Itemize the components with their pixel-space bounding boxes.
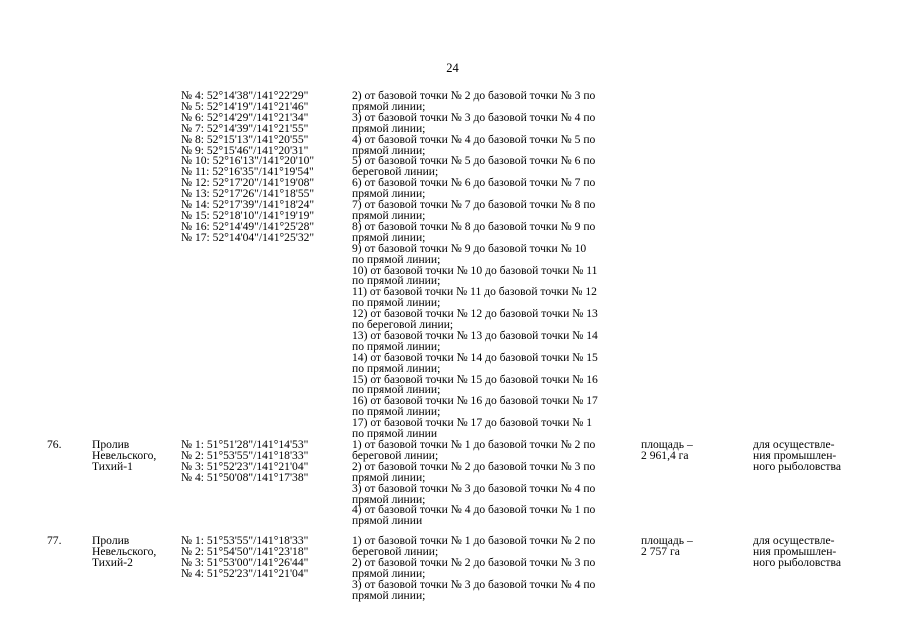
text-line: прямой линии; xyxy=(352,99,426,113)
text-line: 16) от базовой точки № 16 до базовой точки № 17 xyxy=(352,394,598,408)
base-points-cell xyxy=(181,536,308,580)
text-line: 17) от базовой точки № 17 до базовой точки № 1 xyxy=(352,416,593,430)
text-line: по прямой линии; xyxy=(352,383,441,397)
text-line: береговой линии; xyxy=(352,448,439,462)
text-line: № 12: 52°17'20"/141°19'08" xyxy=(181,176,315,190)
boundary-description-cell xyxy=(352,440,634,527)
text-line: 3) от базовой точки № 3 до базовой точки № 4 по xyxy=(352,110,596,124)
text-line: ного рыболовства xyxy=(753,555,841,569)
text-line: прямой линии; xyxy=(352,492,426,506)
boundary-description-cell xyxy=(352,536,634,601)
purpose-cell xyxy=(753,440,841,473)
text-line: прямой линии; xyxy=(352,470,426,484)
text-line: прямой линии; xyxy=(352,121,426,135)
text-line: № 1: 51°53'55"/141°18'33" xyxy=(181,534,309,547)
text-line: № 9: 52°15'46"/141°20'31" xyxy=(181,143,309,157)
text-line: по прямой линии; xyxy=(352,339,441,353)
base-points-cell xyxy=(181,440,308,484)
text-line: № 3: 51°53'00"/141°26'44" xyxy=(181,555,309,569)
text-line: прямой линии; xyxy=(352,187,426,201)
area-cell xyxy=(641,536,693,558)
text-line: 5) от базовой точки № 5 до базовой точки № 6 по xyxy=(352,154,596,168)
text-line: площадь – xyxy=(641,534,693,547)
text-line: 4) от базовой точки № 4 до базовой точки № 5 по xyxy=(352,132,596,146)
text-line: прямой линии; xyxy=(352,566,426,580)
boundary-description-cell xyxy=(352,91,634,440)
text-line: № 4: 51°52'23"/141°21'04" xyxy=(181,566,309,580)
text-line: № 4: 52°14'38"/141°22'29" xyxy=(181,89,309,102)
text-line: прямой линии; xyxy=(352,208,426,222)
purpose-cell xyxy=(753,536,841,569)
text-line: прямой линии xyxy=(352,514,423,528)
text-line: № 8: 52°15'13"/141°20'55" xyxy=(181,132,309,146)
text-line: для осуществле- xyxy=(753,534,835,547)
text-line: № 15: 52°18'10"/141°19'19" xyxy=(181,208,315,222)
text-line: площадь – xyxy=(641,438,693,451)
text-line: № 13: 52°17'26"/141°18'55" xyxy=(181,187,315,201)
text-line: № 5: 52°14'19"/141°21'46" xyxy=(181,99,309,113)
row-number-cell xyxy=(47,536,62,547)
text-line: 10) от базовой точки № 10 до базовой точки № 11 xyxy=(352,263,598,277)
text-line: по прямой линии xyxy=(352,427,438,441)
text-line: 1) от базовой точки № 1 до базовой точки № 2 по xyxy=(352,534,596,547)
text-line: по прямой линии; xyxy=(352,274,441,288)
text-line: № 3: 51°52'23"/141°21'04" xyxy=(181,459,309,473)
text-line: по береговой линии; xyxy=(352,318,454,332)
text-line: № 17: 52°14'04"/141°25'32" xyxy=(181,230,315,244)
text-line: 3) от базовой точки № 3 до базовой точки № 4 по xyxy=(352,577,596,591)
text-line: 12) от базовой точки № 12 до базовой точки № 13 xyxy=(352,307,598,321)
text-line: № 2: 51°53'55"/141°18'33" xyxy=(181,448,309,462)
text-line: Тихий-2 xyxy=(92,555,133,569)
area-cell xyxy=(641,440,693,462)
text-line: 11) от базовой точки № 11 до базовой точки № 12 xyxy=(352,285,597,299)
text-line: 77. xyxy=(47,534,62,547)
text-line: 6) от базовой точки № 6 до базовой точки № 7 по xyxy=(352,176,596,190)
text-line: 7) от базовой точки № 7 до базовой точки № 8 по xyxy=(352,198,596,212)
text-line: 14) от базовой точки № 14 до базовой точки № 15 xyxy=(352,350,598,364)
text-line: прямой линии; xyxy=(352,230,426,244)
text-line: 15) от базовой точки № 15 до базовой точки № 16 xyxy=(352,372,598,386)
text-line: 1) от базовой точки № 1 до базовой точки № 2 по xyxy=(352,438,596,451)
text-line: береговой линии; xyxy=(352,544,439,558)
text-line: Пролив xyxy=(92,438,130,451)
text-line: № 6: 52°14'29"/141°21'34" xyxy=(181,110,309,124)
text-line: береговой линии; xyxy=(352,165,439,179)
text-line: № 2: 51°54'50"/141°23'18" xyxy=(181,544,309,558)
row-number-cell xyxy=(47,440,62,451)
text-line: № 1: 51°51'28"/141°14'53" xyxy=(181,438,309,451)
text-line: по прямой линии; xyxy=(352,252,441,266)
text-line: ного рыболовства xyxy=(753,459,841,473)
text-line: 4) от базовой точки № 4 до базовой точки № 1 по xyxy=(352,503,596,517)
location-name-cell xyxy=(92,440,156,473)
text-line: Невельского, xyxy=(92,544,157,558)
text-line: Невельского, xyxy=(92,448,157,462)
text-line: 2) от базовой точки № 2 до базовой точки № 3 по xyxy=(352,555,596,569)
text-line: по прямой линии; xyxy=(352,361,441,375)
text-line: 2) от базовой точки № 2 до базовой точки № 3 по xyxy=(352,89,596,102)
text-line: 13) от базовой точки № 13 до базовой точки № 14 xyxy=(352,328,598,342)
text-line: 2 961,4 га xyxy=(641,448,689,462)
text-line: Тихий-1 xyxy=(92,459,133,473)
text-line: прямой линии; xyxy=(352,588,426,602)
text-line: по прямой линии; xyxy=(352,405,441,419)
text-line: 2 757 га xyxy=(641,544,680,558)
text-line: 2) от базовой точки № 2 до базовой точки № 3 по xyxy=(352,459,596,473)
text-line: прямой линии; xyxy=(352,143,426,157)
text-line: № 11: 52°16'35"/141°19'54" xyxy=(181,165,314,179)
text-line: Пролив xyxy=(92,534,130,547)
base-points-cell xyxy=(181,91,314,244)
text-line: 8) от базовой точки № 8 до базовой точки № 9 по xyxy=(352,219,596,233)
page-number: 24 xyxy=(446,61,459,75)
text-line: № 4: 51°50'08"/141°17'38" xyxy=(181,470,309,484)
text-line: 76. xyxy=(47,438,62,451)
text-line: ния промышлен- xyxy=(753,544,837,558)
text-line: № 7: 52°14'39"/141°21'55" xyxy=(181,121,309,135)
text-line: по прямой линии; xyxy=(352,296,441,310)
text-line: ния промышлен- xyxy=(753,448,837,462)
text-line: № 14: 52°17'39"/141°18'24" xyxy=(181,198,315,212)
text-line: № 16: 52°14'49"/141°25'28" xyxy=(181,219,315,233)
location-name-cell xyxy=(92,536,156,569)
text-line: 3) от базовой точки № 3 до базовой точки № 4 по xyxy=(352,481,596,495)
text-line: для осуществле- xyxy=(753,438,835,451)
text-line: 9) от базовой точки № 9 до базовой точки № 10 xyxy=(352,241,587,255)
text-line: № 10: 52°16'13"/141°20'10" xyxy=(181,154,315,168)
